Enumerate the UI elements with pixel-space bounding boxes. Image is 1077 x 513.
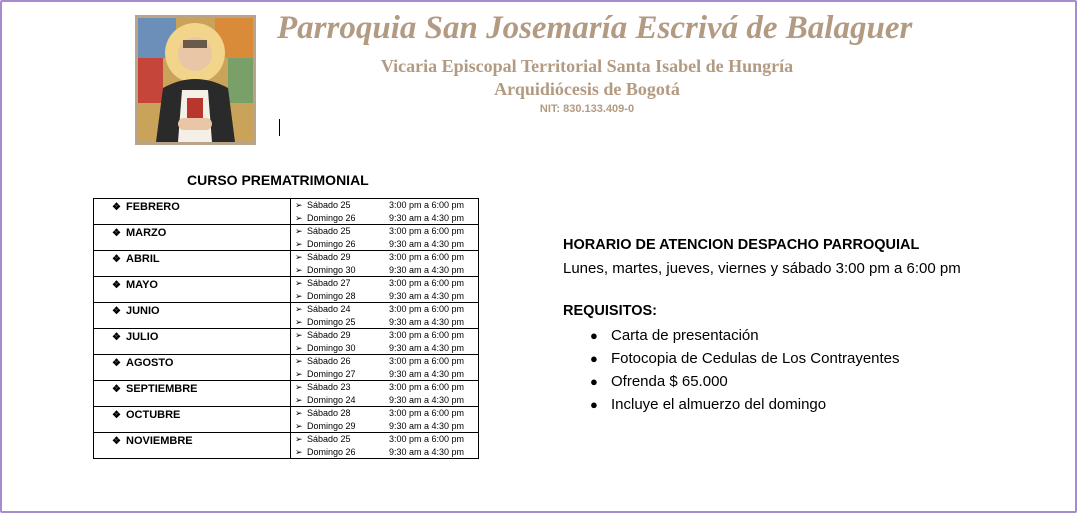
- diamond-bullet-icon: ❖: [112, 306, 121, 317]
- diamond-bullet-icon: ❖: [112, 384, 121, 395]
- date-line: [295, 446, 478, 459]
- requisito-text: Fotocopia de Cedulas de Los Contrayentes: [611, 350, 900, 367]
- horario-heading: HORARIO DE ATENCION DESPACHO PARROQUIAL: [563, 237, 920, 253]
- dates-cell: [291, 199, 479, 225]
- month-cell: [94, 329, 291, 355]
- date-line: [295, 290, 478, 303]
- day-label: Domingo 26: [307, 238, 356, 249]
- time-label: 9:30 am a 4:30 pm: [389, 446, 465, 457]
- arrow-bullet-icon: ➢: [295, 226, 303, 236]
- day-label: Domingo 26: [307, 212, 356, 223]
- text-cursor: [279, 119, 280, 136]
- arrow-bullet-icon: ➢: [295, 264, 303, 275]
- time-label: 3:00 pm a 6:00 pm: [389, 356, 465, 366]
- bullet-dot-icon: ●: [590, 397, 598, 412]
- day-label: Sábado 26: [307, 356, 351, 366]
- bullet-dot-icon: ●: [590, 351, 598, 366]
- time-label: 9:30 am a 4:30 pm: [389, 212, 465, 223]
- horario-text: Lunes, martes, jueves, viernes y sábado 3:00 pm a 6:00 pm: [563, 260, 961, 277]
- date-line: [295, 303, 478, 316]
- month-cell: [94, 251, 291, 277]
- day-label: Sábado 25: [307, 434, 351, 444]
- time-label: 3:00 pm a 6:00 pm: [389, 382, 465, 392]
- nit-text: NIT: 830.133.409-0: [539, 103, 635, 115]
- date-line: [295, 238, 478, 251]
- month-cell: [94, 433, 291, 459]
- month-name: JUNIO: [126, 305, 160, 317]
- month-name: JULIO: [126, 331, 159, 343]
- diamond-bullet-icon: ❖: [112, 228, 121, 239]
- date-line: [295, 251, 478, 264]
- diamond-bullet-icon: ❖: [112, 436, 121, 447]
- day-label: Domingo 25: [307, 316, 356, 327]
- day-label: Domingo 24: [307, 394, 356, 405]
- arrow-bullet-icon: ➢: [295, 394, 303, 405]
- diamond-bullet-icon: ❖: [112, 410, 121, 421]
- arrow-bullet-icon: ➢: [295, 304, 303, 314]
- arrow-bullet-icon: ➢: [295, 368, 303, 379]
- requisito-text: Incluye el almuerzo del domingo: [611, 396, 827, 413]
- table-row: [94, 407, 479, 433]
- month-cell: [94, 407, 291, 433]
- arrow-bullet-icon: ➢: [295, 212, 303, 223]
- saint-portrait-icon: [138, 18, 253, 142]
- time-label: 9:30 am a 4:30 pm: [389, 316, 465, 327]
- dates-cell: [291, 251, 479, 277]
- time-label: 3:00 pm a 6:00 pm: [389, 226, 465, 236]
- list-item: [590, 324, 900, 347]
- date-line: [295, 212, 478, 225]
- arrow-bullet-icon: ➢: [295, 356, 303, 366]
- date-line: [295, 355, 478, 368]
- dates-cell: [291, 355, 479, 381]
- month-cell: [94, 277, 291, 303]
- arrow-bullet-icon: ➢: [295, 420, 303, 431]
- table-row: [94, 381, 479, 407]
- arrow-bullet-icon: ➢: [295, 316, 303, 327]
- dates-cell: [291, 381, 479, 407]
- date-line: [295, 407, 478, 420]
- dates-cell: [291, 329, 479, 355]
- time-label: 3:00 pm a 6:00 pm: [389, 434, 465, 444]
- vicaria-subtitle: Vicaria Episcopal Territorial Santa Isabel de Hungría: [380, 56, 794, 76]
- table-row: [94, 225, 479, 251]
- date-line: [295, 264, 478, 277]
- date-line: [295, 381, 478, 394]
- day-label: Domingo 27: [307, 368, 356, 379]
- arrow-bullet-icon: ➢: [295, 238, 303, 249]
- day-label: Domingo 30: [307, 264, 356, 275]
- dates-cell: [291, 433, 479, 459]
- time-label: 9:30 am a 4:30 pm: [389, 342, 465, 353]
- time-label: 3:00 pm a 6:00 pm: [389, 200, 465, 210]
- table-row: [94, 277, 479, 303]
- month-name: ABRIL: [126, 253, 160, 265]
- date-line: [295, 342, 478, 355]
- day-label: Sábado 29: [307, 252, 351, 262]
- diamond-bullet-icon: ❖: [112, 202, 121, 213]
- month-name: MAYO: [126, 279, 158, 291]
- month-cell: [94, 355, 291, 381]
- month-name: AGOSTO: [126, 357, 174, 369]
- time-label: 9:30 am a 4:30 pm: [389, 420, 465, 431]
- date-line: [295, 433, 478, 446]
- day-label: Sábado 27: [307, 278, 351, 288]
- day-label: Sábado 29: [307, 330, 351, 340]
- parish-logo-image: [135, 15, 256, 145]
- diamond-bullet-icon: ❖: [112, 358, 121, 369]
- curso-title: CURSO PREMATRIMONIAL: [187, 172, 369, 188]
- requisito-text: Ofrenda $ 65.000: [611, 373, 728, 390]
- bullet-dot-icon: ●: [590, 374, 598, 389]
- day-label: Domingo 28: [307, 290, 356, 301]
- arquidiocesis-subtitle: Arquidiócesis de Bogotá: [494, 79, 680, 99]
- diamond-bullet-icon: ❖: [112, 332, 121, 343]
- month-cell: [94, 381, 291, 407]
- table-row: [94, 433, 479, 459]
- requisitos-heading: REQUISITOS:: [563, 303, 657, 319]
- time-label: 3:00 pm a 6:00 pm: [389, 278, 465, 288]
- diamond-bullet-icon: ❖: [112, 280, 121, 291]
- table-row: [94, 251, 479, 277]
- day-label: Domingo 26: [307, 446, 356, 457]
- schedule-table: [93, 198, 479, 459]
- table-row: [94, 303, 479, 329]
- time-label: 9:30 am a 4:30 pm: [389, 264, 465, 275]
- date-line: [295, 225, 478, 238]
- requisito-text: Carta de presentación: [611, 327, 759, 344]
- requisitos-list: [590, 324, 900, 416]
- date-line: [295, 420, 478, 433]
- day-label: Sábado 28: [307, 408, 351, 418]
- time-label: 9:30 am a 4:30 pm: [389, 394, 465, 405]
- arrow-bullet-icon: ➢: [295, 342, 303, 353]
- time-label: 3:00 pm a 6:00 pm: [389, 252, 465, 262]
- diamond-bullet-icon: ❖: [112, 254, 121, 265]
- arrow-bullet-icon: ➢: [295, 434, 303, 444]
- date-line: [295, 199, 478, 212]
- day-label: Sábado 23: [307, 382, 351, 392]
- month-name: MARZO: [126, 227, 167, 239]
- date-line: [295, 394, 478, 407]
- month-name: NOVIEMBRE: [126, 435, 193, 447]
- time-label: 3:00 pm a 6:00 pm: [389, 304, 465, 314]
- month-name: SEPTIEMBRE: [126, 383, 198, 395]
- day-label: Domingo 29: [307, 420, 356, 431]
- time-label: 3:00 pm a 6:00 pm: [389, 330, 465, 340]
- day-label: Sábado 25: [307, 226, 351, 236]
- bullet-dot-icon: ●: [590, 328, 598, 343]
- dates-cell: [291, 225, 479, 251]
- month-cell: [94, 303, 291, 329]
- arrow-bullet-icon: ➢: [295, 278, 303, 288]
- arrow-bullet-icon: ➢: [295, 408, 303, 418]
- arrow-bullet-icon: ➢: [295, 382, 303, 392]
- day-label: Sábado 24: [307, 304, 351, 314]
- arrow-bullet-icon: ➢: [295, 446, 303, 457]
- list-item: [590, 347, 900, 370]
- dates-cell: [291, 277, 479, 303]
- time-label: 9:30 am a 4:30 pm: [389, 290, 465, 301]
- month-name: FEBRERO: [126, 201, 180, 213]
- day-label: Domingo 30: [307, 342, 356, 353]
- arrow-bullet-icon: ➢: [295, 330, 303, 340]
- arrow-bullet-icon: ➢: [295, 252, 303, 262]
- parish-title: Parroquia San Josemaría Escrivá de Balaguer: [277, 10, 913, 46]
- arrow-bullet-icon: ➢: [295, 200, 303, 210]
- dates-cell: [291, 407, 479, 433]
- date-line: [295, 316, 478, 329]
- time-label: 9:30 am a 4:30 pm: [389, 368, 465, 379]
- month-cell: [94, 225, 291, 251]
- month-name: OCTUBRE: [126, 409, 181, 421]
- arrow-bullet-icon: ➢: [295, 290, 303, 301]
- dates-cell: [291, 303, 479, 329]
- list-item: [590, 370, 900, 393]
- table-row: [94, 355, 479, 381]
- time-label: 9:30 am a 4:30 pm: [389, 238, 465, 249]
- month-cell: [94, 199, 291, 225]
- date-line: [295, 368, 478, 381]
- time-label: 3:00 pm a 6:00 pm: [389, 408, 465, 418]
- date-line: [295, 329, 478, 342]
- table-row: [94, 329, 479, 355]
- table-row: [94, 199, 479, 225]
- date-line: [295, 277, 478, 290]
- day-label: Sábado 25: [307, 200, 351, 210]
- list-item: [590, 393, 900, 416]
